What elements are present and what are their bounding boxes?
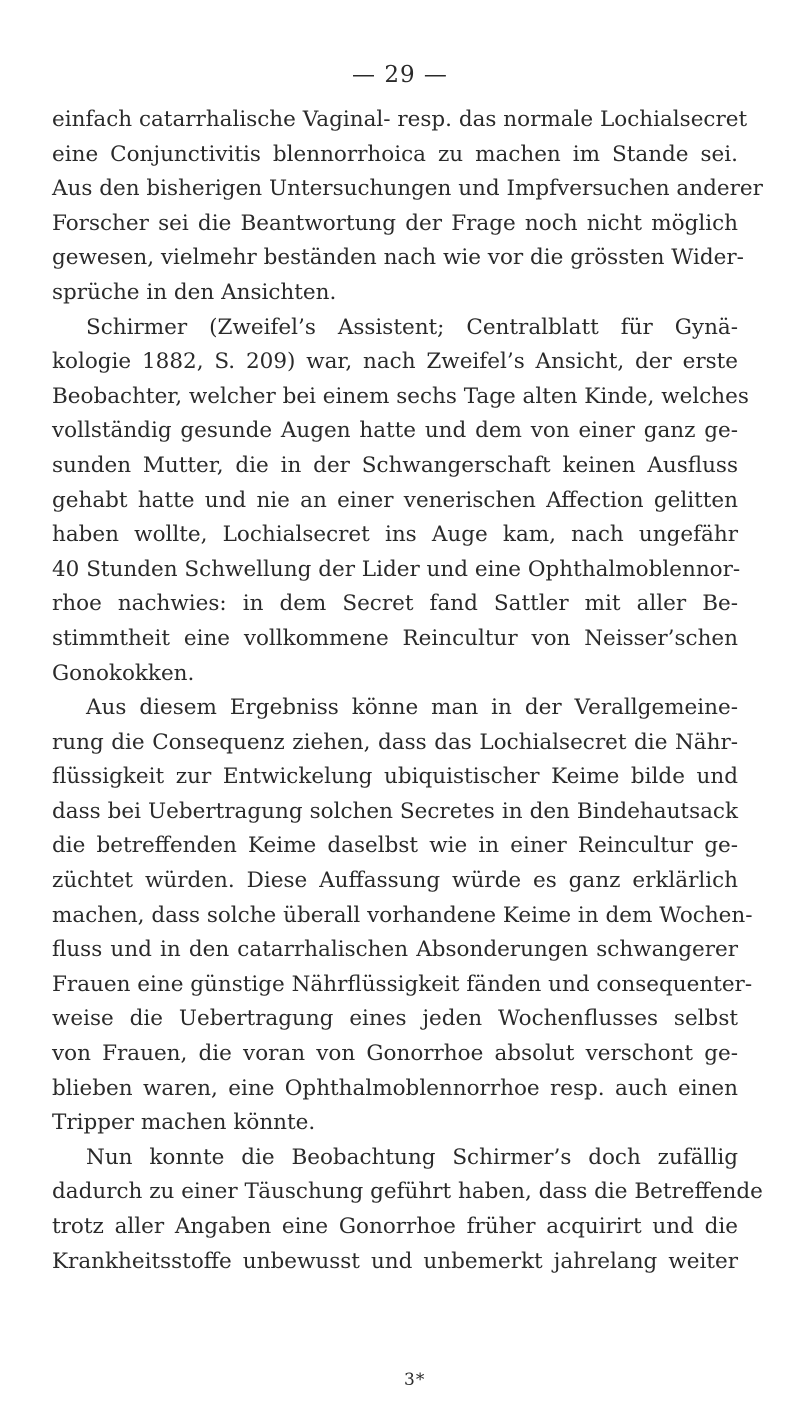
signature-mark: 3* (404, 1370, 426, 1390)
text-line: Beobachter, welcher bei einem sechs Tage alten Kinde, welches (52, 383, 749, 409)
text-line: sprüche in den Ansichten. (52, 279, 337, 305)
text-line: rhoe nachwies: in dem Secret fand Sattler mit aller Be- (52, 591, 738, 617)
text-line: fluss und in den catarrhalischen Absonderungen schwangerer (52, 937, 738, 963)
text-line: einfach catarrhalische Vaginal- resp. das normale Lochialsecret (52, 107, 748, 132)
text-line: blieben waren, eine Ophthalmoblennorrhoe resp. auch einen (52, 1075, 738, 1101)
text-line: die betreffenden Keime daselbst wie in einer Reincultur ge- (52, 833, 738, 859)
text-line: stimmtheit eine vollkommene Reincultur von Neisser’schen (52, 625, 738, 651)
text-line: gewesen, vielmehr beständen nach wie vor die grössten Wider- (52, 245, 744, 271)
text-line: trotz aller Angaben eine Gonorrhoe früher acquirirt und die (52, 1214, 738, 1239)
text-line: machen, dass solche überall vorhandene Keime in dem Wochen- (52, 902, 753, 928)
paragraph-1 (52, 103, 763, 311)
text-line: Schirmer (Zweifel’s Assistent; Centralblatt für Gynä- (86, 314, 738, 340)
text-line: Gonokokken. (52, 660, 195, 686)
text-line: flüssigkeit zur Entwickelung ubiquistischer Keime bilde und (52, 764, 738, 790)
text-line: dass bei Uebertragung solchen Secretes in den Bindehautsack (52, 798, 738, 824)
text-line: sunden Mutter, die in der Schwangerschaft keinen Ausfluss (52, 452, 738, 478)
text-line: haben wollte, Lochialsecret ins Auge kam, nach ungefähr (52, 522, 738, 548)
text-line: weise die Uebertragung eines jeden Wochenflusses selbst (52, 1006, 738, 1032)
paragraph-4 (52, 1141, 763, 1279)
text-line: eine Conjunctivitis blennorrhoica zu machen im Stande sei. (52, 141, 738, 167)
body-text (52, 103, 763, 1279)
text-line: Krankheitsstoffe unbewusst und unbemerkt jahrelang weiter (52, 1248, 738, 1274)
text-line: Tripper machen könnte. (52, 1110, 316, 1136)
page-number: — 29 — (352, 62, 448, 88)
text-line: Frauen eine günstige Nährflüssigkeit fänden und consequenter- (52, 971, 753, 997)
text-line: züchtet würden. Diese Auffassung würde es ganz erklärlich (52, 868, 738, 894)
paragraph-3 (52, 691, 753, 1141)
text-line: 40 Stunden Schwellung der Lider und eine Ophthalmoblennor- (52, 556, 741, 582)
paragraph-2 (52, 311, 749, 692)
text-line: gehabt hatte und nie an einer venerischen Affection gelitten (52, 487, 738, 513)
text-line: dadurch zu einer Täuschung geführt haben, dass die Betreffende (52, 1179, 763, 1205)
text-line: vollständig gesunde Augen hatte und dem von einer ganz ge- (52, 418, 738, 444)
text-line: rung die Consequenz ziehen, dass das Lochialsecret die Nähr- (52, 729, 738, 755)
text-line: kologie 1882, S. 209) war, nach Zweifel’s Ansicht, der erste (52, 349, 738, 375)
text-line: Forscher sei die Beantwortung der Frage noch nicht möglich (52, 210, 738, 236)
text-line: Aus den bisherigen Untersuchungen und Impfversuchen anderer (52, 176, 763, 202)
text-line: von Frauen, die voran von Gonorrhoe absolut verschont ge- (52, 1041, 738, 1067)
text-line: Aus diesem Ergebniss könne man in der Verallgemeine- (86, 695, 738, 721)
text-line: Nun konnte die Beobachtung Schirmer’s doch zufällig (86, 1144, 738, 1170)
